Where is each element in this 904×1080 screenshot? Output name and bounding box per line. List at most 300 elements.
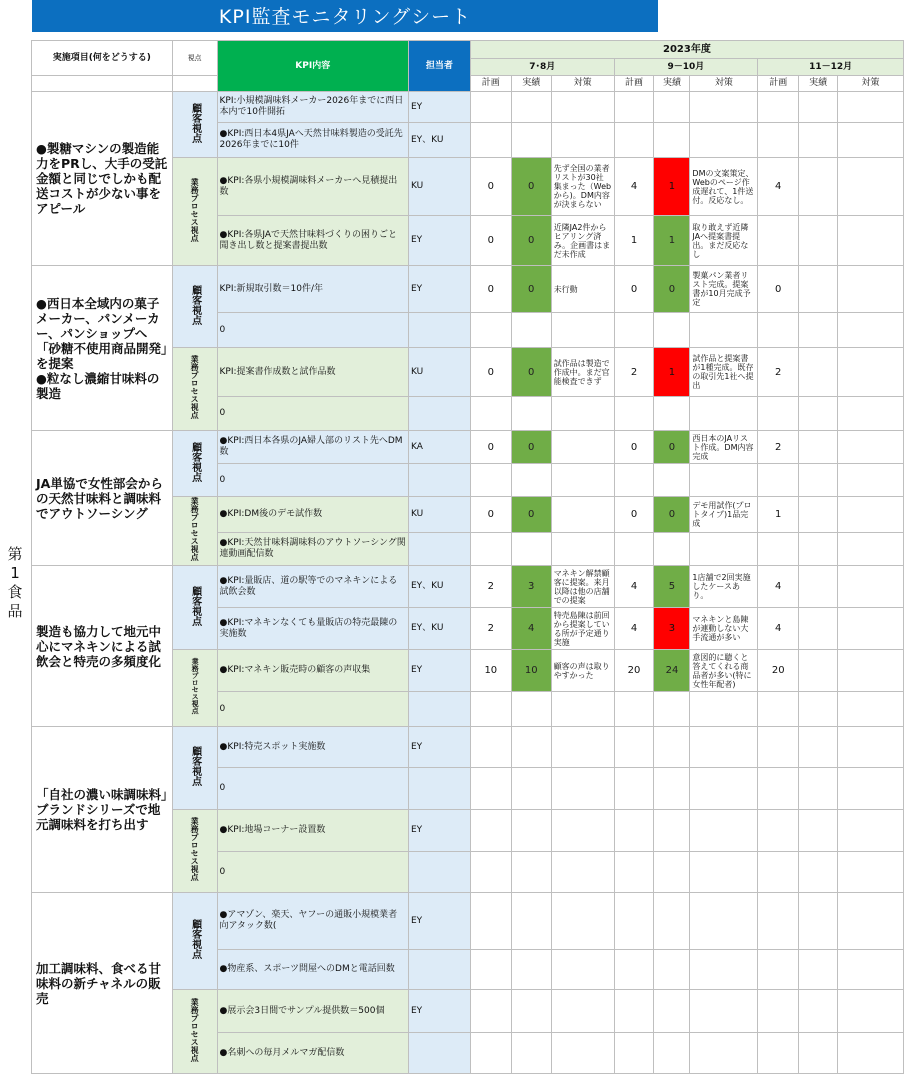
header-measure: 対策 <box>838 76 904 92</box>
measure-note <box>838 266 904 313</box>
measure-note: 近隣JA2件からヒアリング済み。企画書はまだ未作成 <box>551 216 614 266</box>
actual-value: 5 <box>654 566 690 608</box>
plan-value <box>614 810 654 852</box>
plan-value: 0 <box>758 266 799 313</box>
measure-note: 試作品と提案書が1種完成。既存の取引先1社へ提出 <box>690 348 758 397</box>
measure-note <box>551 852 614 893</box>
kpi-content: KPI:提案書作成数と試作品数 <box>217 348 408 397</box>
plan-value <box>758 123 799 158</box>
implementation-item: ●西日本全域内の菓子メーカー、パンメーカー、パンショップへ「砂糖不使用商品開発」を提案 ●粒なし濃縮甘味料の製造 <box>32 266 173 431</box>
actual-value: 24 <box>654 650 690 692</box>
plan-value: 4 <box>614 566 654 608</box>
viewpoint-process <box>172 348 217 431</box>
measure-note <box>690 810 758 852</box>
plan-value <box>758 92 799 123</box>
actual-value: 0 <box>654 266 690 313</box>
viewpoint-process <box>172 810 217 893</box>
measure-note <box>551 727 614 768</box>
plan-value <box>758 533 799 566</box>
actual-value <box>654 313 690 348</box>
plan-value <box>470 852 511 893</box>
actual-value <box>654 533 690 566</box>
actual-value <box>799 533 838 566</box>
actual-value <box>654 990 690 1033</box>
actual-value: 0 <box>654 497 690 533</box>
actual-value <box>799 852 838 893</box>
plan-value <box>470 1033 511 1074</box>
plan-value: 0 <box>470 431 511 464</box>
plan-value: 4 <box>614 158 654 216</box>
owner: KU <box>409 348 471 397</box>
viewpoint-customer <box>172 566 217 650</box>
actual-value <box>799 768 838 810</box>
plan-value <box>470 893 511 950</box>
actual-value <box>511 692 551 727</box>
kpi-content: 0 <box>217 397 408 431</box>
measure-note <box>838 1033 904 1074</box>
actual-value <box>511 313 551 348</box>
owner: KU <box>409 158 471 216</box>
measure-note <box>838 216 904 266</box>
viewpoint-process <box>172 158 217 266</box>
plan-value <box>614 893 654 950</box>
kpi-content: ●KPI:DM後のデモ試作数 <box>217 497 408 533</box>
plan-value <box>614 397 654 431</box>
plan-value <box>470 990 511 1033</box>
measure-note: 1店舗で2回実施したケースあり。 <box>690 566 758 608</box>
table-row <box>32 893 904 950</box>
measure-note <box>551 92 614 123</box>
implementation-item: 製造も協力して地元中心にマネキンによる試飲会と特売の多頻度化 <box>32 566 173 727</box>
actual-value <box>799 266 838 313</box>
actual-value <box>654 397 690 431</box>
measure-note: DMの文案策定、Webのページ作成遅れて、1件送付。反応なし。 <box>690 158 758 216</box>
actual-value <box>799 727 838 768</box>
table-row <box>32 727 904 768</box>
measure-note <box>838 727 904 768</box>
plan-value: 0 <box>614 431 654 464</box>
header-plan: 計画 <box>470 76 511 92</box>
actual-value: 3 <box>654 608 690 650</box>
measure-note <box>690 92 758 123</box>
actual-value <box>654 727 690 768</box>
plan-value: 4 <box>758 566 799 608</box>
kpi-content: 0 <box>217 464 408 497</box>
plan-value: 2 <box>470 608 511 650</box>
kpi-content: ●KPI:地場コーナー設置数 <box>217 810 408 852</box>
viewpoint-process <box>172 497 217 566</box>
measure-note: デモ用試作(プロトタイプ)1品完成 <box>690 497 758 533</box>
measure-note <box>551 431 614 464</box>
plan-value <box>470 810 511 852</box>
actual-value <box>799 497 838 533</box>
actual-value <box>511 397 551 431</box>
viewpoint-customer <box>172 266 217 348</box>
viewpoint-customer <box>172 431 217 497</box>
header-actual: 実績 <box>799 76 838 92</box>
plan-value <box>758 727 799 768</box>
measure-note: 西日本のJAリスト作成。DM内容完成 <box>690 431 758 464</box>
plan-value <box>470 727 511 768</box>
owner <box>409 692 471 727</box>
owner <box>409 313 471 348</box>
viewpoint-customer <box>172 893 217 990</box>
kpi-content: 0 <box>217 768 408 810</box>
measure-note <box>838 464 904 497</box>
measure-note <box>551 464 614 497</box>
kpi-content: ●KPI:量販店、道の駅等でのマネキンによる試飲会数 <box>217 566 408 608</box>
owner: EY、KU <box>409 566 471 608</box>
measure-note <box>690 692 758 727</box>
plan-value <box>758 1033 799 1074</box>
kpi-content: 0 <box>217 852 408 893</box>
plan-value: 0 <box>614 497 654 533</box>
plan-value <box>758 692 799 727</box>
plan-value <box>614 464 654 497</box>
plan-value <box>470 950 511 990</box>
plan-value: 2 <box>758 348 799 397</box>
owner <box>409 768 471 810</box>
owner: EY <box>409 650 471 692</box>
header-measure: 対策 <box>551 76 614 92</box>
kpi-content: ●KPI:マネキン販売時の顧客の声収集 <box>217 650 408 692</box>
actual-value <box>799 692 838 727</box>
actual-value <box>799 464 838 497</box>
sheet-title: KPI監査モニタリングシート <box>32 0 658 32</box>
actual-value <box>654 950 690 990</box>
plan-value: 20 <box>614 650 654 692</box>
plan-value <box>614 1033 654 1074</box>
plan-value: 0 <box>614 266 654 313</box>
actual-value <box>511 727 551 768</box>
viewpoint-label: 業務プロセス視点 <box>191 658 200 714</box>
measure-note <box>690 123 758 158</box>
header-owner: 担当者 <box>409 41 471 92</box>
measure-note <box>690 397 758 431</box>
header-viewpoint: 視点 <box>172 41 217 76</box>
actual-value: 1 <box>654 158 690 216</box>
measure-note <box>690 950 758 990</box>
actual-value <box>799 313 838 348</box>
plan-value <box>470 397 511 431</box>
plan-value <box>758 464 799 497</box>
plan-value <box>614 533 654 566</box>
plan-value <box>470 464 511 497</box>
header-period-3: 11－12月 <box>758 59 904 76</box>
header-plan: 計画 <box>758 76 799 92</box>
owner: KU <box>409 497 471 533</box>
implementation-item: 「自社の濃い味調味料」ブランドシリーズで地元調味料を打ち出す <box>32 727 173 893</box>
viewpoint-label: 顧客視点 <box>189 284 201 325</box>
measure-note <box>690 990 758 1033</box>
kpi-content: ●KPI:各県小規模調味料メーカーへ見積提出数 <box>217 158 408 216</box>
actual-value: 0 <box>511 431 551 464</box>
actual-value <box>799 950 838 990</box>
plan-value <box>470 92 511 123</box>
plan-value: 1 <box>614 216 654 266</box>
actual-value <box>511 533 551 566</box>
plan-value <box>614 950 654 990</box>
plan-value <box>758 313 799 348</box>
plan-value <box>614 92 654 123</box>
actual-value <box>654 810 690 852</box>
plan-value: 4 <box>758 158 799 216</box>
actual-value: 3 <box>511 566 551 608</box>
actual-value <box>799 397 838 431</box>
actual-value <box>654 1033 690 1074</box>
actual-value <box>511 123 551 158</box>
viewpoint-label: 顧客視点 <box>189 919 201 959</box>
kpi-content: ●名刺への毎月メルマガ配信数 <box>217 1033 408 1074</box>
measure-note: 先ず全国の業者リストが30社集まった（Webから)。DM内容が決まらない <box>551 158 614 216</box>
plan-value <box>614 123 654 158</box>
plan-value: 0 <box>470 158 511 216</box>
measure-note <box>551 397 614 431</box>
measure-note: 顧客の声は取りやすかった <box>551 650 614 692</box>
plan-value: 4 <box>758 608 799 650</box>
plan-value <box>758 893 799 950</box>
owner <box>409 464 471 497</box>
plan-value <box>470 123 511 158</box>
measure-note: 特売島陳は前回から提案している所が予定通り実施 <box>551 608 614 650</box>
viewpoint-customer <box>172 727 217 810</box>
plan-value <box>470 692 511 727</box>
kpi-content: ●物産系、スポーツ問屋へのDMと電話回数 <box>217 950 408 990</box>
header-plan: 計画 <box>614 76 654 92</box>
measure-note <box>838 990 904 1033</box>
owner <box>409 950 471 990</box>
actual-value <box>511 464 551 497</box>
measure-note <box>551 990 614 1033</box>
viewpoint-process <box>172 650 217 727</box>
kpi-content: ●KPI:天然甘味料調味料のアウトソーシング関連動画配信数 <box>217 533 408 566</box>
owner: EY <box>409 727 471 768</box>
measure-note <box>838 92 904 123</box>
owner: EY <box>409 92 471 123</box>
owner: EY <box>409 266 471 313</box>
measure-note <box>690 893 758 950</box>
actual-value <box>511 768 551 810</box>
actual-value <box>511 893 551 950</box>
header-blank <box>32 76 173 92</box>
plan-value <box>758 852 799 893</box>
measure-note <box>551 950 614 990</box>
measure-note <box>838 810 904 852</box>
implementation-item: 加工調味料、食べる甘味料の新チャネルの販売 <box>32 893 173 1074</box>
actual-value: 1 <box>654 348 690 397</box>
measure-note: 未行動 <box>551 266 614 313</box>
measure-note <box>838 533 904 566</box>
measure-note <box>838 950 904 990</box>
measure-note <box>838 893 904 950</box>
implementation-item: ●製糖マシンの製造能力をPRし、大手の受託金額と同じでしかも配送コストが少ない事をアピール <box>32 92 173 266</box>
header-item: 実施項目(何をどうする) <box>32 41 173 76</box>
plan-value <box>614 692 654 727</box>
actual-value <box>799 158 838 216</box>
plan-value <box>758 950 799 990</box>
viewpoint-label: 顧客視点 <box>189 746 201 786</box>
viewpoint-label: 顧客視点 <box>189 441 201 482</box>
kpi-content: ●展示会3日間でサンプル提供数＝500個 <box>217 990 408 1033</box>
actual-value: 0 <box>511 497 551 533</box>
viewpoint-customer <box>172 92 217 158</box>
measure-note <box>551 533 614 566</box>
plan-value: 0 <box>470 266 511 313</box>
plan-value <box>758 810 799 852</box>
measure-note <box>838 566 904 608</box>
measure-note <box>690 727 758 768</box>
actual-value <box>799 123 838 158</box>
measure-note <box>838 348 904 397</box>
kpi-content: ●KPI:各県JAで天然甘味料づくりの困りごと聞き出し数と提案書提出数 <box>217 216 408 266</box>
measure-note: マネキン解禁顧客に提案。来月以降は他の店舗での提案 <box>551 566 614 608</box>
plan-value <box>758 397 799 431</box>
actual-value: 0 <box>654 431 690 464</box>
plan-value <box>470 533 511 566</box>
plan-value: 2 <box>614 348 654 397</box>
measure-note <box>551 123 614 158</box>
measure-note <box>551 810 614 852</box>
kpi-content: ●KPI:特売スポット実施数 <box>217 727 408 768</box>
measure-note <box>690 1033 758 1074</box>
actual-value: 4 <box>511 608 551 650</box>
actual-value: 1 <box>654 216 690 266</box>
plan-value: 10 <box>470 650 511 692</box>
measure-note <box>690 464 758 497</box>
plan-value: 0 <box>470 348 511 397</box>
plan-value <box>614 990 654 1033</box>
actual-value <box>799 92 838 123</box>
plan-value: 4 <box>614 608 654 650</box>
viewpoint-label: 顧客視点 <box>189 585 201 626</box>
owner: KA <box>409 431 471 464</box>
measure-note <box>690 313 758 348</box>
owner: EY <box>409 990 471 1033</box>
actual-value <box>511 852 551 893</box>
actual-value <box>654 92 690 123</box>
measure-note <box>838 123 904 158</box>
kpi-content: 0 <box>217 692 408 727</box>
measure-note <box>838 768 904 810</box>
header-kpi: KPI内容 <box>217 41 408 92</box>
kpi-content: KPI:小規模調味料メーカー2026年までに西日本内で10件開拓 <box>217 92 408 123</box>
actual-value <box>799 566 838 608</box>
plan-value <box>614 852 654 893</box>
actual-value <box>654 123 690 158</box>
measure-note: 意図的に聴くと答えてくれる商品者が多い(特に女性年配者) <box>690 650 758 692</box>
header-period-1: 7･8月 <box>470 59 614 76</box>
table-row <box>32 92 904 123</box>
owner <box>409 852 471 893</box>
owner: EY <box>409 893 471 950</box>
measure-note: 取り敢えず近隣JAへ提案書提出。まだ反応なし <box>690 216 758 266</box>
implementation-item: JA単協で女性部会からの天然甘味料と調味料でアウトソーシング <box>32 431 173 566</box>
owner: EY、KU <box>409 608 471 650</box>
measure-note <box>838 650 904 692</box>
header-blank <box>172 76 217 92</box>
header-period-2: 9－10月 <box>614 59 758 76</box>
kpi-content: ●アマゾン、楽天、ヤフーの通販小規模業者向アタック数( <box>217 893 408 950</box>
header-actual: 実績 <box>654 76 690 92</box>
actual-value: 0 <box>511 348 551 397</box>
measure-note <box>551 768 614 810</box>
actual-value <box>511 950 551 990</box>
measure-note: 製菓パン業者リスト完成。提案書が10月完成予定 <box>690 266 758 313</box>
actual-value <box>799 216 838 266</box>
actual-value <box>511 990 551 1033</box>
measure-note <box>690 852 758 893</box>
actual-value: 0 <box>511 158 551 216</box>
plan-value: 0 <box>470 216 511 266</box>
owner <box>409 533 471 566</box>
actual-value <box>654 852 690 893</box>
kpi-content: KPI:新規取引数＝10件/年 <box>217 266 408 313</box>
plan-value: 2 <box>470 566 511 608</box>
kpi-table <box>31 40 904 1074</box>
viewpoint-label: 業務プロセス視点 <box>190 817 200 881</box>
plan-value <box>758 990 799 1033</box>
owner: EY、KU <box>409 123 471 158</box>
measure-note <box>551 692 614 727</box>
plan-value <box>758 216 799 266</box>
header-measure: 対策 <box>690 76 758 92</box>
actual-value: 0 <box>511 266 551 313</box>
actual-value <box>799 608 838 650</box>
measure-note <box>838 158 904 216</box>
owner: EY <box>409 216 471 266</box>
viewpoint-label: 業務プロセス視点 <box>190 997 200 1062</box>
table-row <box>32 566 904 608</box>
measure-note <box>838 397 904 431</box>
plan-value: 20 <box>758 650 799 692</box>
actual-value <box>654 893 690 950</box>
actual-value <box>799 1033 838 1074</box>
actual-value <box>799 810 838 852</box>
plan-value: 1 <box>758 497 799 533</box>
plan-value <box>614 313 654 348</box>
measure-note <box>551 1033 614 1074</box>
actual-value: 10 <box>511 650 551 692</box>
actual-value <box>799 431 838 464</box>
actual-value <box>799 650 838 692</box>
kpi-content: ●KPI:西日本各県のJA婦人部のリスト先へDM数 <box>217 431 408 464</box>
measure-note <box>551 313 614 348</box>
viewpoint-process <box>172 990 217 1074</box>
actual-value: 0 <box>511 216 551 266</box>
viewpoint-label: 業務プロセス視点 <box>190 177 200 242</box>
measure-note <box>838 431 904 464</box>
kpi-content: ●KPI:西日本4県JAへ天然甘味料製造の受託先2026年までに10件 <box>217 123 408 158</box>
actual-value <box>799 893 838 950</box>
owner <box>409 397 471 431</box>
actual-value <box>511 810 551 852</box>
plan-value: 0 <box>470 497 511 533</box>
viewpoint-label: 顧客視点 <box>189 102 201 143</box>
measure-note: マネキンと島陳が連動しない大手流通が多い <box>690 608 758 650</box>
measure-note <box>551 893 614 950</box>
measure-note <box>838 497 904 533</box>
plan-value <box>614 727 654 768</box>
actual-value <box>511 1033 551 1074</box>
measure-note <box>838 313 904 348</box>
header-year: 2023年度 <box>470 41 903 59</box>
header-actual: 実績 <box>511 76 551 92</box>
table-row <box>32 266 904 313</box>
actual-value <box>654 464 690 497</box>
kpi-content: ●KPI:マネキンなくても量販店の特売最陳の実施数 <box>217 608 408 650</box>
plan-value <box>470 313 511 348</box>
actual-value <box>654 768 690 810</box>
